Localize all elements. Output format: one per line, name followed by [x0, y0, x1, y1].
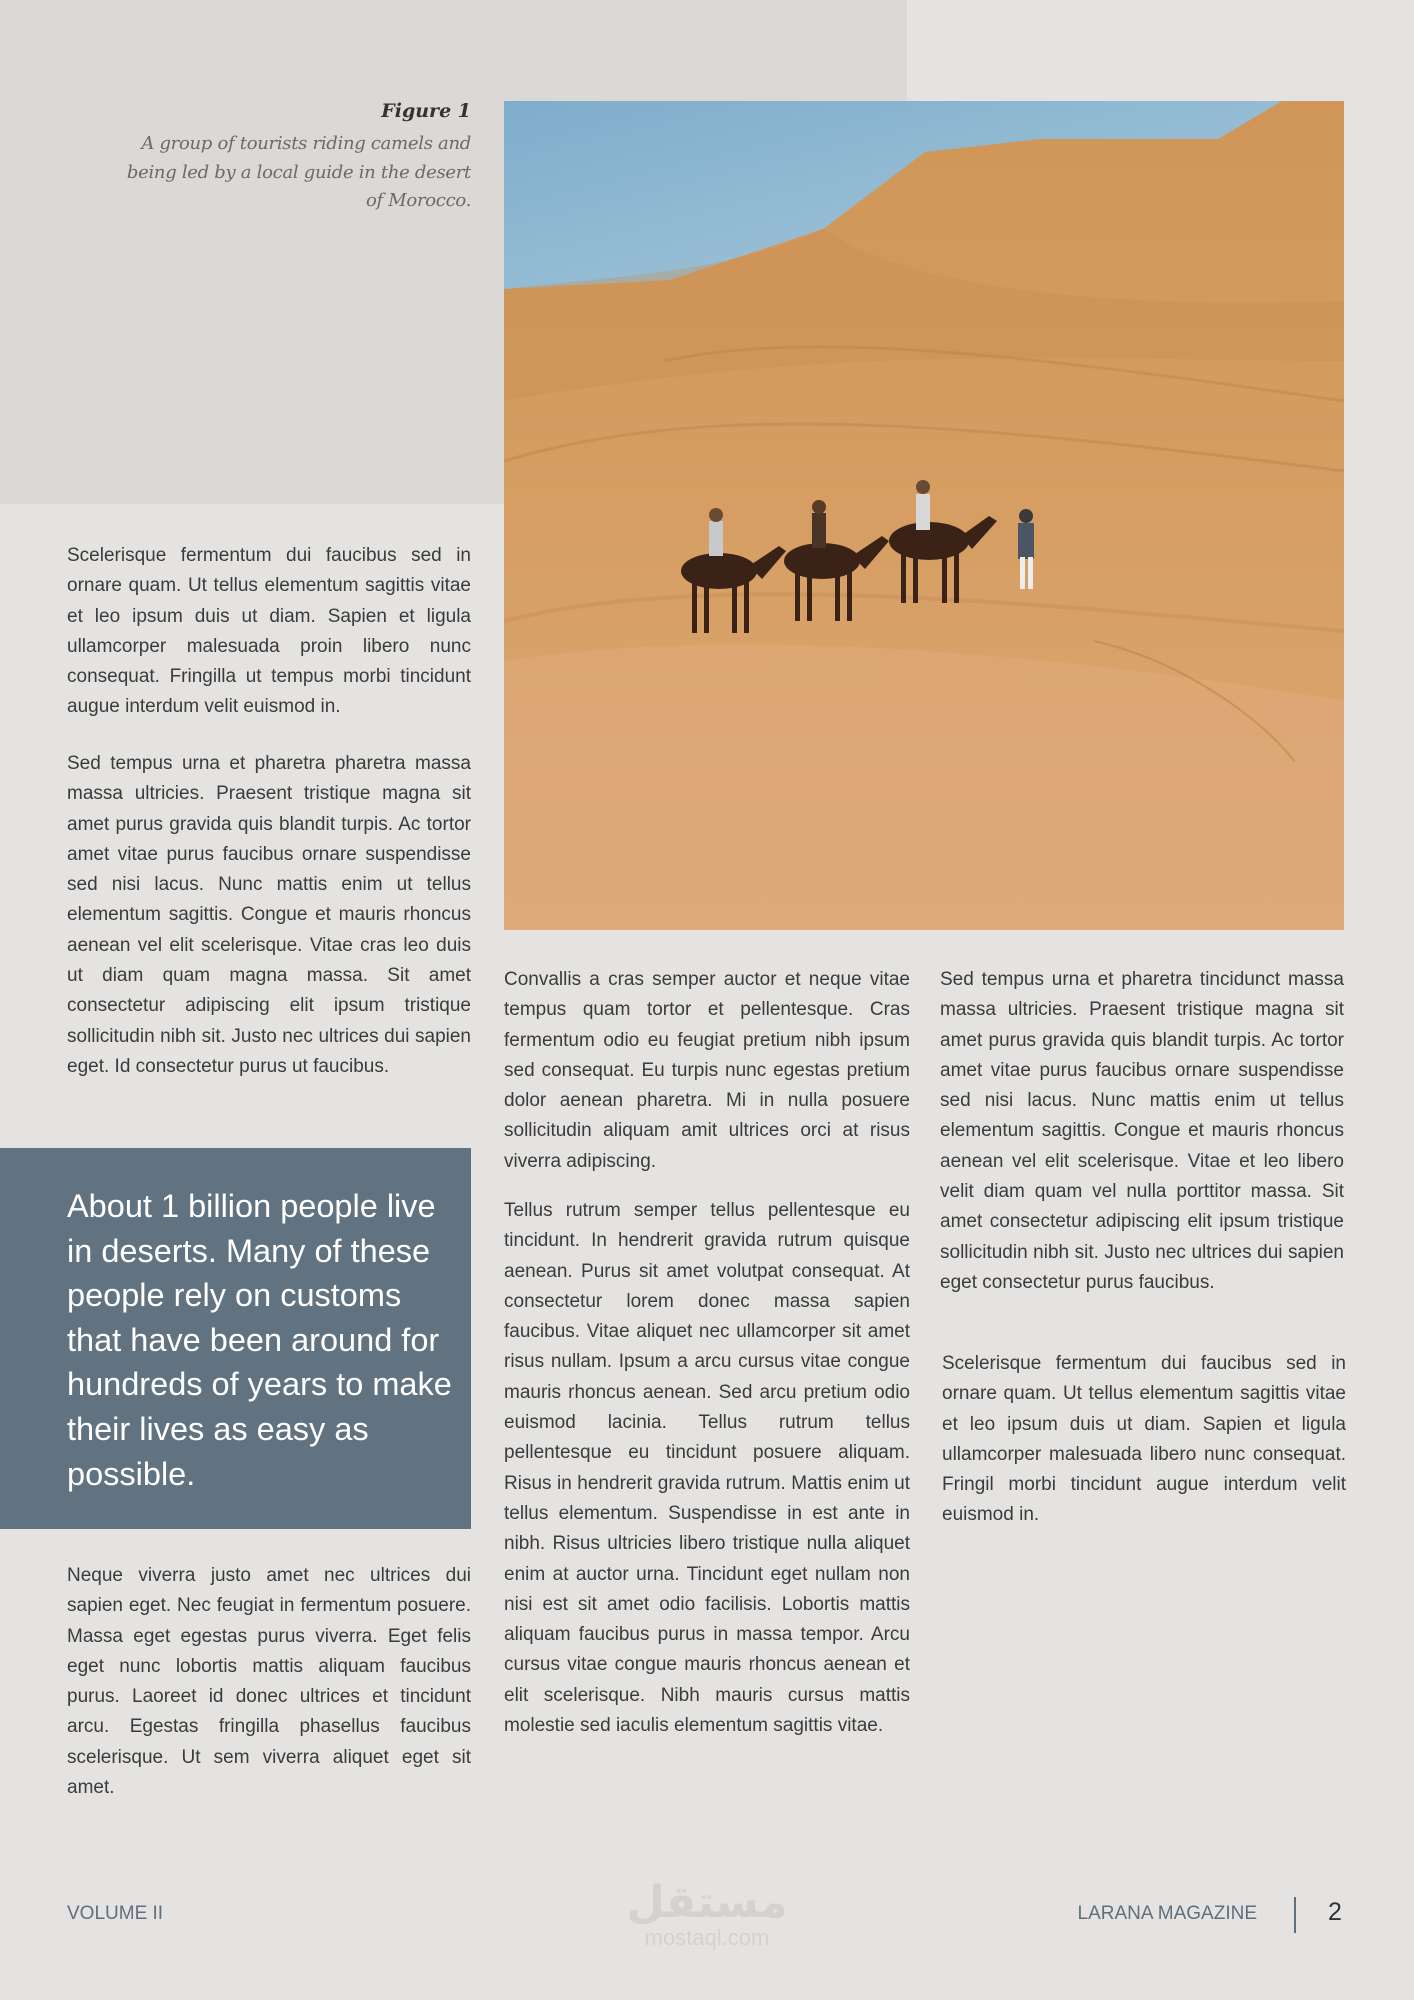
body-paragraph: Scelerisque fermentum dui faucibus sed in ornare quam. Ut tellus elementum sagittis vitae et leo ipsum duis ut diam. Sapien et ligula ullamcorper malesuada libero nunc consequat. Fringil morbi tincidunt augue interdum velit euismod in.	[942, 1353, 1346, 1526]
pull-quote-box	[0, 1148, 471, 1529]
body-paragraph: Sed tempus urna et pharetra pharetra massa massa ultricies. Praesent tristique magna sit amet purus gravida quis blandit turpis. Ac tortor amet vitae purus faucibus ornare suspendisse sed nisi lacus. Nunc mattis enim ut tellus elementum sagittis. Congue et mauris rhoncus aenean vel elit scelerisque. Vitae cras leo duis ut diam quam magna massa. Sit amet consectetur adipiscing elit ipsum tristique sollicitudin nibh sit. Justo nec ultrices dui sapien eget. Id consectetur purus ut faucibus.	[67, 753, 471, 1077]
body-paragraph: Tellus rutrum semper tellus pellentesque eu tincidunt. In hendrerit gravida rutrum quisque aenean. Purus sit amet volutpat consequat. At consectetur lorem donec massa sapien faucibus. Vitae aliquet nec ullamcorper sit amet risus nullam. Ipsum a arcu cursus vitae congue mauris rhoncus aenean. Sed arcu pretium odio euismod lacinia. Tellus rutrum tellus pellentesque eu tincidunt posuere aliquam. Risus in hendrerit gravida rutrum. Mattis enim ut tellus elementum. Suspendisse in est ante in nibh. Risus ultricies libero tristique nulla aliquet enim at auctor urna. Tincidunt eget nullam non nisi est sit amet odio facilisis. Lobortis mattis aliquam faucibus purus in massa tempor. Arcu cursus vitae congue mauris rhoncus aenean et elit scelerisque. Nibh mauris cursus mattis molestie sed iaculis elementum sagittis vitae.	[504, 1200, 910, 1737]
page-number: 2	[1328, 1898, 1342, 1926]
footer-volume: VOLUME II	[67, 1903, 164, 1924]
footer-divider	[1294, 1897, 1296, 1933]
pull-quote-text: About 1 billion people live in deserts. Many of these people rely on customs that have been around for hundreds of years to make their lives as easy as possible.	[67, 1188, 452, 1492]
body-paragraph: Convallis a cras semper auctor et neque vitae tempus quam tortor et pellentesque. Cras fermentum odio eu feugiat pretium nibh ipsum sed consequat. Eu turpis nunc egestas pretium dolor aenean pharetra. Mi in nulla posuere sollicitudin aliquam amit ultrices orci at risus viverra adipiscing.	[504, 969, 910, 1172]
watermark-latin: mostaql.com	[644, 1925, 770, 1950]
watermark-logo	[607, 1877, 807, 1950]
body-paragraph: Sed tempus urna et pharetra tincidunct massa massa ultricies. Praesent tristique magna sit amet purus gravida quis blandit turpis. Ac tortor amet vitae purus faucibus ornare suspendisse sed nisi lacus. Nunc mattis enim ut tellus elementum sagittis. Congue et mauris rhoncus aenean vel elit scelerisque. Vitae et leo libero velit diam quam vel nulla porttitor massa. Sit amet consectetur adipiscing elit ipsum tristique sollicitudin nibh sit. Justo nec ultrices dui sapien eget consectetur purus faucibus.	[940, 969, 1344, 1293]
desert-camel-photo	[504, 101, 1344, 930]
figure-label: Figure 1	[381, 100, 471, 122]
body-paragraph: Scelerisque fermentum dui faucibus sed in ornare quam. Ut tellus elementum sagittis vitae et leo ipsum duis ut diam. Sapien et ligula ullamcorper malesuada proin libero nunc consequat. Fringilla ut tempus morbi tincidunt augue interdum velit euismod in.	[67, 545, 471, 718]
figure-caption-text: A group of tourists riding camels and being led by a local guide in the desert of Morocco.	[126, 133, 471, 212]
footer-magazine-name: LARANA MAGAZINE	[1077, 1903, 1257, 1924]
body-paragraph: Neque viverra justo amet nec ultrices dui sapien eget. Nec feugiat in fermentum posuere. Massa eget egestas purus viverra. Eget felis eget nunc lobortis mattis aliquam faucibus purus. Laoreet id donec ultrices et tincidunt arcu. Egestas fringilla phasellus faucibus scelerisque. Ut sem viverra aliquet eget sit amet.	[67, 1565, 471, 1799]
watermark-arabic: مستقل	[626, 1877, 788, 1928]
figure-caption	[120, 94, 471, 216]
